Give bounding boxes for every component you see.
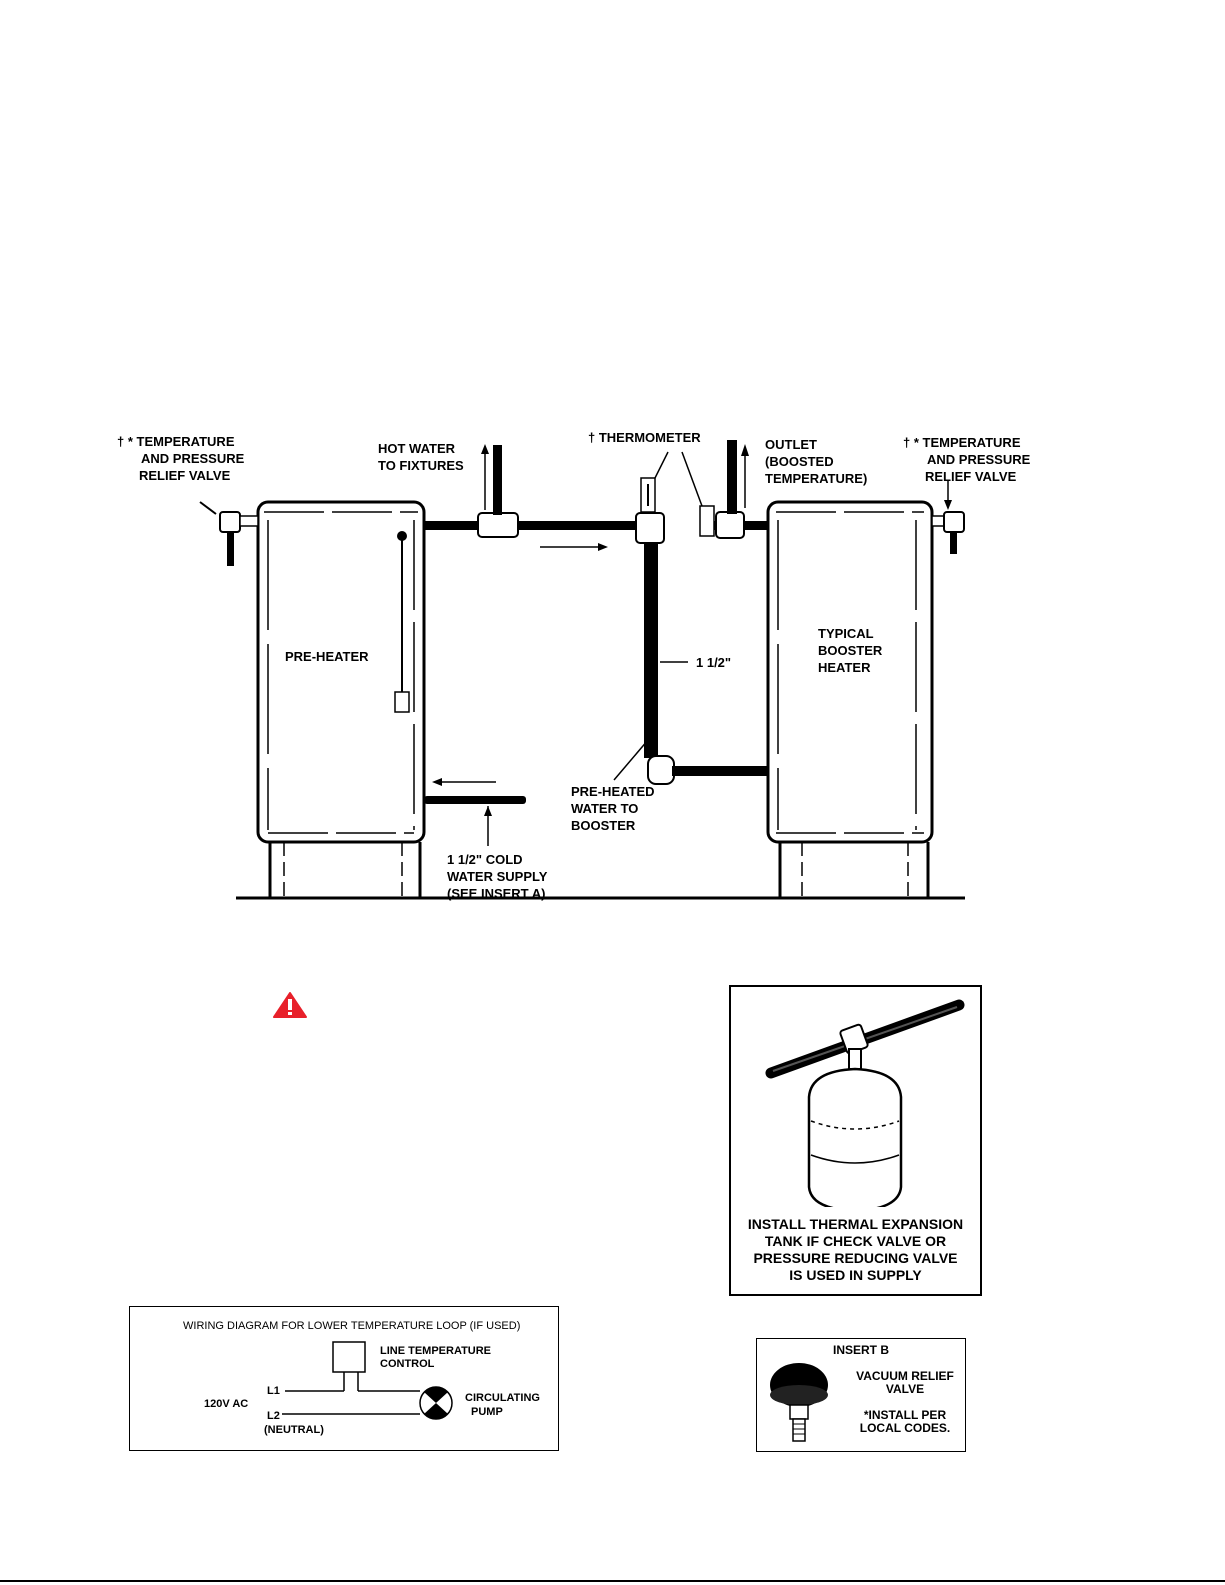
pump-label: CIRCULATING PUMP — [465, 1392, 540, 1418]
right-relief-valve — [932, 480, 964, 554]
hot-water-label: HOT WATER TO FIXTURES — [378, 441, 464, 473]
l2-label: L2 — [267, 1410, 280, 1422]
booster-label: TYPICAL BOOSTER HEATER — [818, 626, 883, 675]
page-bottom-rule — [0, 1580, 1225, 1582]
right-relief-valve-label: † * TEMPERATURE AND PRESSURE RELIEF VALVE — [903, 435, 1031, 484]
voltage-label: 120V AC — [204, 1398, 249, 1410]
pump-icon — [420, 1387, 452, 1420]
left-relief-valve — [200, 502, 258, 566]
l1-label: L1 — [267, 1385, 280, 1397]
pipe-size-label: 1 1/2" — [696, 655, 732, 670]
vacuum-valve-icon — [757, 1339, 847, 1449]
neutral-label: (NEUTRAL) — [264, 1424, 324, 1436]
preheated-pipe — [636, 452, 768, 784]
wiring-drawing — [130, 1307, 558, 1450]
install-note: *INSTALL PER LOCAL CODES. — [859, 1408, 951, 1435]
cold-water-pipe — [424, 778, 526, 846]
control-label: LINE TEMPERATURE CONTROL — [380, 1345, 492, 1370]
wiring-title: WIRING DIAGRAM FOR LOWER TEMPERATURE LOOP (IF USED) — [183, 1320, 521, 1332]
insert-b-title: INSERT B — [832, 1343, 889, 1357]
insert-a-box — [729, 985, 982, 1296]
insert-b-box — [756, 1338, 966, 1452]
warning-triangle-icon — [274, 993, 306, 1017]
left-relief-valve-label: † * TEMPERATURE AND PRESSURE RELIEF VALVE — [117, 434, 245, 483]
preheated-leader — [614, 740, 648, 780]
wiring-diagram-box — [129, 1306, 559, 1451]
valve-label: VACUUM RELIEF VALVE — [856, 1369, 954, 1396]
expansion-tank-drawing — [731, 987, 980, 1207]
booster-tank — [768, 502, 932, 898]
outlet-pipe — [700, 440, 768, 538]
cold-supply-label: 1 1/2" COLD WATER SUPPLY (SEE INSERT A) — [447, 852, 548, 901]
thermometer-label: † THERMOMETER — [588, 430, 701, 445]
pre-heater-tank — [258, 502, 424, 898]
insert-a-caption: INSTALL THERMAL EXPANSION TANK IF CHECK VALVE OR PRESSURE REDUCING VALVE IS USED IN SUPPLY — [747, 1216, 964, 1283]
pre-heater-label: PRE-HEATER — [285, 649, 369, 664]
preheated-water-label: PRE-HEATED WATER TO BOOSTER — [571, 784, 655, 833]
outlet-label: OUTLET (BOOSTED TEMPERATURE) — [765, 437, 868, 486]
